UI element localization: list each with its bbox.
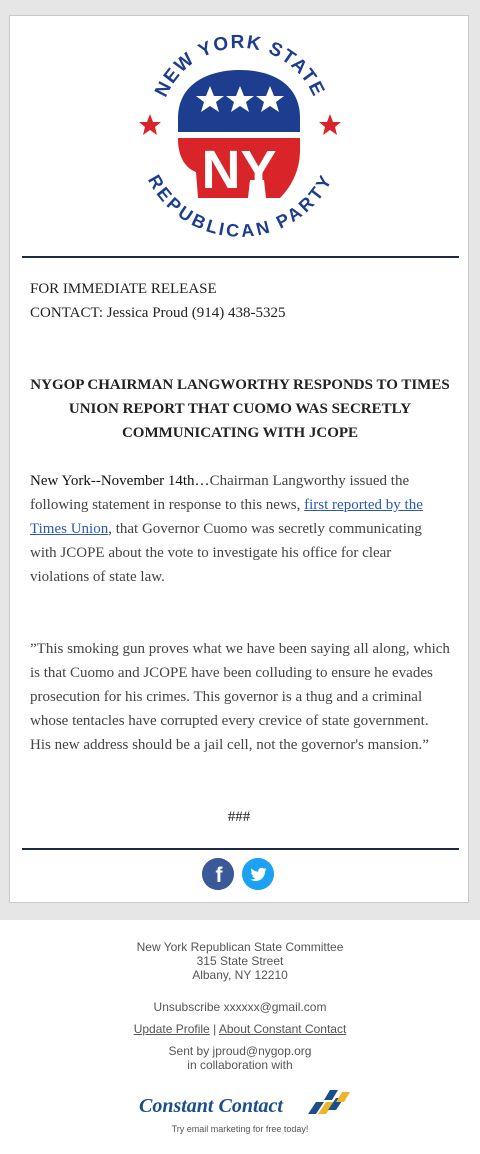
link-separator: | <box>213 1022 217 1036</box>
paragraph-quote: ”This smoking gun proves what we have been saying all along, which is that Cuomo and JCOPE have been colluding to ensure he evades prosecution for his crimes. This governor is a thug and a criminal whose tentacles have corrupted every crevice of state government. His new address should be a jail cell, not the governor's mansion.” <box>30 641 450 753</box>
party-logo <box>138 22 342 242</box>
footer-city: Albany, NY 12210 <box>192 968 288 982</box>
update-profile-link[interactable]: Update Profile <box>133 1022 210 1036</box>
logo-ring-bottom: REPUBLICAN PARTY <box>144 171 336 242</box>
social-links <box>202 858 274 890</box>
logo-ring-top: NEW YORK STATE <box>151 31 329 101</box>
unsubscribe-link[interactable]: Unsubscribe <box>153 1000 221 1014</box>
logo-star-left <box>139 114 161 135</box>
facebook-glyph: f <box>215 864 223 887</box>
release-line: FOR IMMEDIATE RELEASE <box>30 281 217 297</box>
intro-text: Chairman Langworthy issued the following statement in response to this news, <box>30 473 410 513</box>
press-headline: NYGOP CHAIRMAN LANGWORTHY RESPONDS TO TIMES UNION REPORT THAT CUOMO WAS SECRETLY COMMUNICATING WITH JCOPE <box>30 377 450 441</box>
facebook-icon[interactable] <box>202 858 234 890</box>
logo-monogram: NY <box>201 140 277 200</box>
twitter-icon[interactable] <box>242 858 274 890</box>
dateline: New York--November 14th… <box>30 473 210 489</box>
intro-text-cont: , that Governor Cuomo was secretly communicating with JCOPE about the vote to investigate his office for clear violations of state law. <box>30 521 422 585</box>
email-card <box>9 15 469 903</box>
release-info <box>30 277 450 325</box>
email-footer <box>0 920 480 1154</box>
cc-tagline[interactable]: Try email marketing for free today! <box>171 1124 309 1134</box>
footer-org: New York Republican State Committee <box>136 940 344 954</box>
footer-divider <box>22 848 459 850</box>
sent-by: Sent by jproud@nygop.org <box>168 1044 312 1058</box>
times-union-link[interactable]: first reported by the Times Union <box>30 497 423 537</box>
logo-star-right <box>319 114 341 135</box>
profile-links <box>0 1022 480 1036</box>
unsubscribe-line <box>0 1000 480 1014</box>
contact-line: CONTACT: Jessica Proud (914) 438-5325 <box>30 305 286 321</box>
cc-flag-icon <box>308 1090 350 1114</box>
header-divider <box>22 256 459 258</box>
collab-line: in collaboration with <box>187 1058 293 1072</box>
about-cc-link[interactable]: About Constant Contact <box>218 1022 347 1036</box>
cc-brand-text: Constant Contact <box>139 1095 283 1117</box>
constant-contact-logo[interactable] <box>138 1088 352 1118</box>
unsubscribe-email: xxxxxx@gmail.com <box>223 1000 327 1014</box>
paragraph-intro <box>30 469 452 589</box>
footer-street: 315 State Street <box>196 954 284 968</box>
end-mark: ### <box>227 809 251 825</box>
